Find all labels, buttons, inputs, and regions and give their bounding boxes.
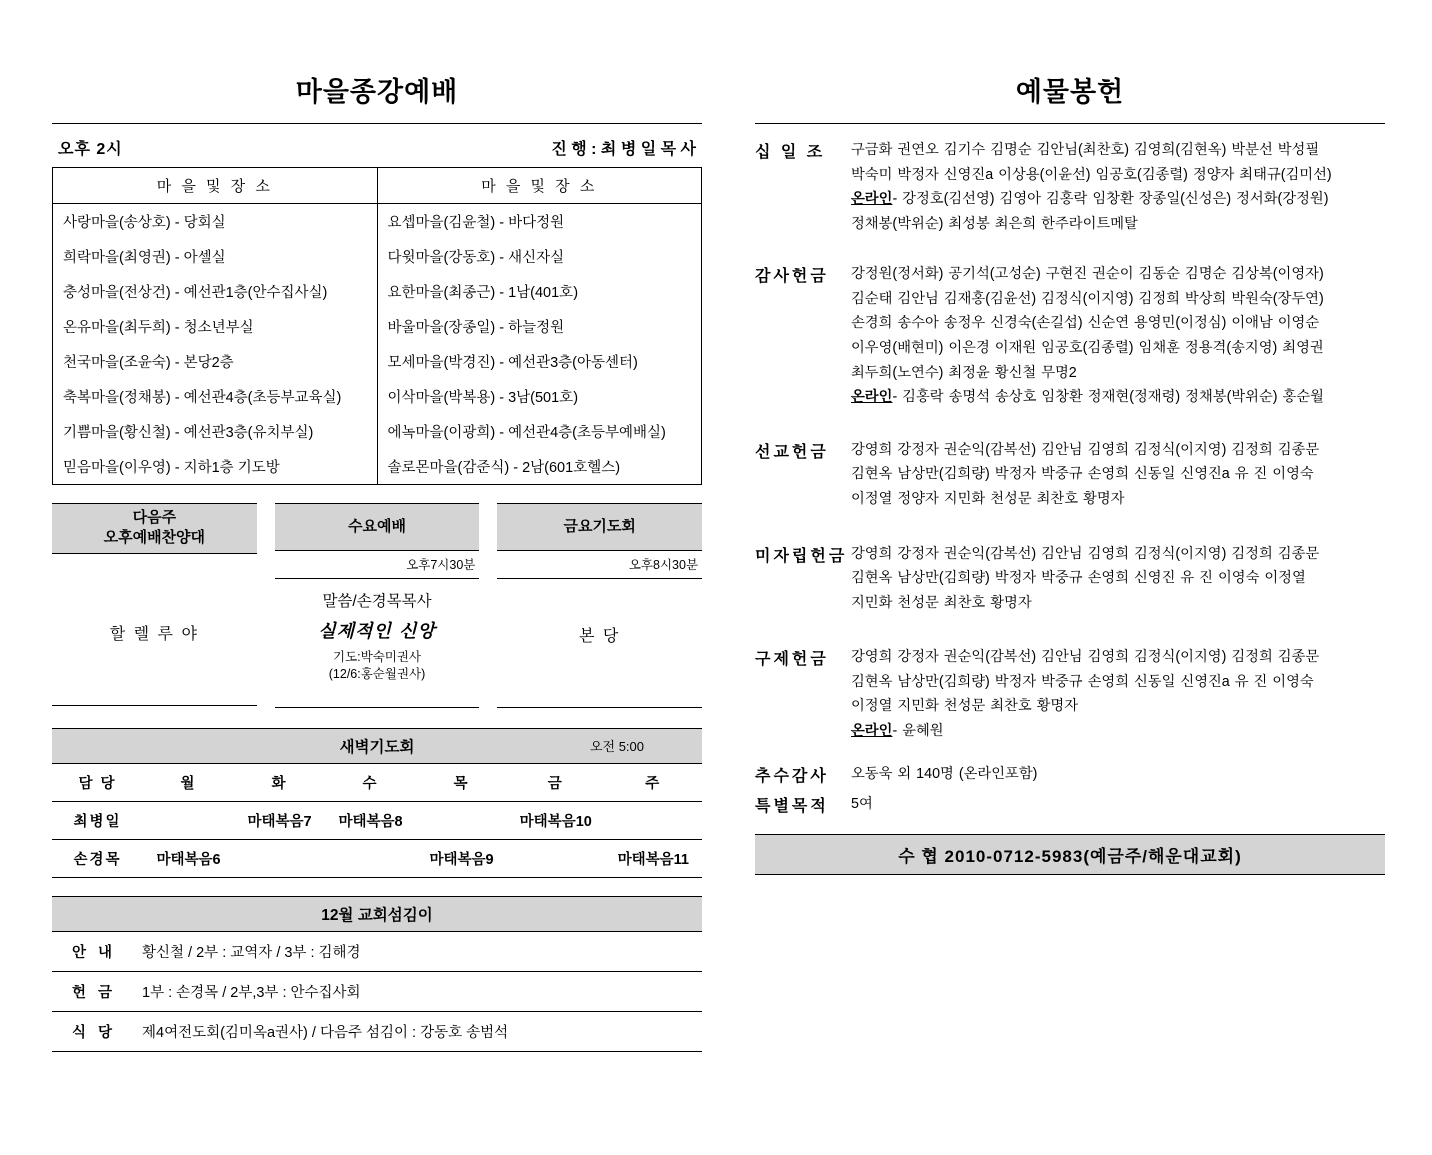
offering-names: [851, 438, 1385, 512]
offering-block-support: [755, 542, 1385, 616]
friday-location: 본 당: [579, 628, 621, 646]
december-value: 제4여전도회(김미옥a권사) / 다음주 섬김이 : 강동호 송범석: [136, 1012, 702, 1052]
online-names: - 강정호(김선영) 김영아 김홍락 임창환 장종일(신성은) 정서화(강정원): [892, 191, 1329, 208]
left-title: 마을종강예배: [295, 77, 459, 107]
dawn-cell: [605, 802, 703, 840]
village-cell: 이삭마을(박복용) - 3남(501호): [377, 379, 702, 414]
wednesday-sermon-title: 실제적인 신앙: [318, 621, 436, 643]
table-row: [53, 239, 702, 274]
offering-line: 이우영(배현미) 이은경 이재원 임공호(김종렬) 임채훈 정용격(송지영) 최영권: [851, 340, 1324, 357]
dawn-col-thu: 목: [416, 764, 507, 802]
village-cell: 사랑마을(송상호) - 당회실: [53, 204, 378, 240]
offering-block-thanksgiving: [755, 262, 1385, 409]
table-row: [53, 379, 702, 414]
dawn-col-sat: 주: [605, 764, 703, 802]
village-cell: 믿음마을(이우영) - 지하1층 기도방: [53, 449, 378, 485]
dawn-prayer-title: 새벽기도회: [339, 739, 415, 757]
table-row: [53, 414, 702, 449]
offering-block-relief: [755, 645, 1385, 743]
box-subtime: [52, 554, 257, 577]
table-row: [52, 972, 702, 1012]
village-cell: 다윗마을(강동호) - 새신자실: [377, 239, 702, 274]
offering-label: 미자립헌금: [755, 547, 848, 565]
offering-line: 강영희 강정자 권순익(감복선) 김안님 김영희 김정식(이지영) 김정희 김종문: [851, 441, 1320, 458]
right-title: 예물봉헌: [1015, 77, 1125, 107]
dawn-header-row: [52, 764, 702, 802]
offering-names: [851, 542, 1385, 616]
offering-label: 구제헌금: [755, 651, 829, 669]
wednesday-preacher: 말씀/손경목목사: [322, 593, 432, 611]
december-value: 1부 : 손경목 / 2부,3부 : 안수집사회: [136, 972, 702, 1012]
right-column: [755, 70, 1385, 875]
box-heading-line1: 다음주: [132, 509, 177, 526]
offering-line: 이정열 지민화 천성문 최찬호 황명자: [851, 698, 1079, 715]
dawn-prayer-heading: [52, 728, 702, 764]
harvest-row: [755, 762, 1385, 790]
special-label: 특별목적: [755, 797, 829, 815]
special-row: [755, 792, 1385, 820]
dawn-prayer-time: 오전 5:00: [589, 739, 644, 755]
village-table-header-row: [53, 168, 702, 204]
choir-name: 할 렐 루 야: [109, 625, 199, 643]
online-label: 온라인: [851, 722, 893, 739]
offering-line: 강정원(정서화) 공기석(고성순) 구현진 권순이 김동순 김명순 김상복(이영자): [851, 266, 1324, 283]
box-body: [52, 577, 257, 706]
service-boxes: [52, 503, 702, 708]
wednesday-prayer-line1: 기도:박숙미권사: [333, 650, 421, 665]
dawn-leader: 최병일: [52, 802, 143, 840]
box-heading: 금요기도회: [497, 503, 702, 551]
village-cell: 축복마을(정채봉) - 예선관4층(초등부교육실): [53, 379, 378, 414]
offering-names: [851, 645, 1385, 743]
table-row: [53, 204, 702, 240]
offering-line-online: [851, 719, 1385, 744]
offering-line: 김현옥 남상만(김희량) 박정자 박중규 손영희 신동일 신영진a 유 진 이영숙: [851, 673, 1314, 690]
box-body: [275, 579, 480, 708]
offering-line: 강영희 강정자 권순익(감복선) 김안님 김영희 김정식(이지영) 김정희 김종문: [851, 649, 1320, 666]
left-column: [52, 70, 702, 1052]
village-cell: 에녹마을(이광희) - 예선관4층(초등부예배실): [377, 414, 702, 449]
dawn-cell: 마태복음7: [234, 802, 325, 840]
dawn-cell: 마태복음8: [325, 802, 416, 840]
village-cell: 충성마을(전상건) - 예선관1층(안수집사실): [53, 274, 378, 309]
offering-line: 정채봉(박위순) 최성봉 최은희 한주라이트메탈: [851, 215, 1138, 232]
dawn-cell: 마태복음10: [507, 802, 605, 840]
dawn-cell: [507, 840, 605, 878]
dawn-prayer-section: [52, 728, 702, 878]
right-title-rule: [755, 123, 1385, 124]
offering-line: 박숙미 박정자 신영진a 이상용(이윤선) 임공호(김종렬) 정양자 최태규(김미선): [851, 166, 1332, 183]
village-cell: 천국마을(조윤숙) - 본당2층: [53, 344, 378, 379]
dawn-cell: [325, 840, 416, 878]
dawn-cell: [143, 802, 234, 840]
offering-line: 구금화 권연오 김기수 김명순 김안님(최찬호) 김영희(김현옥) 박분선 박성필: [851, 142, 1320, 158]
dawn-cell: [234, 840, 325, 878]
special-value: 5여: [851, 795, 873, 812]
wednesday-prayer-line2: (12/6:홍순월권사): [328, 666, 426, 681]
service-time: 오후 2시: [58, 141, 123, 158]
service-leader: 진 행 : 최 병 일 목 사: [551, 141, 696, 158]
box-next-week-choir: [52, 503, 257, 708]
offering-label: 십 일 조: [755, 144, 826, 161]
wednesday-prayer: [275, 649, 480, 682]
dawn-cell: [416, 802, 507, 840]
december-table: [52, 932, 702, 1052]
dawn-col-fri: 금: [507, 764, 605, 802]
online-names: - 김홍락 송명석 송상호 임창환 정재현(정재령) 정채봉(박위순) 홍순월: [892, 389, 1324, 406]
table-row: [52, 802, 702, 840]
offering-names: [851, 262, 1385, 409]
dawn-col-wed: 수: [325, 764, 416, 802]
village-cell: 바울마을(장종일) - 하늘정원: [377, 309, 702, 344]
december-heading: 12월 교회섬김이: [52, 896, 702, 932]
village-cell: 모세마을(박경진) - 예선관3층(아동센터): [377, 344, 702, 379]
bank-account-banner: 수 협 2010-0712-5983(예금주/해운대교회): [755, 834, 1385, 875]
box-heading-line2: 오후예배찬양대: [103, 529, 206, 547]
table-row: [52, 1012, 702, 1052]
table-row: [53, 309, 702, 344]
village-cell: 기쁨마을(황신철) - 예선관3층(유치부실): [53, 414, 378, 449]
offering-line: 김현옥 남상만(김희량) 박정자 박중규 손영희 신영진 유 진 이영숙 이정열: [851, 570, 1306, 587]
december-servers-section: [52, 896, 702, 1052]
table-row: [52, 840, 702, 878]
village-cell: 희락마을(최영권) - 아셀실: [53, 239, 378, 274]
offering-label: 선교헌금: [755, 443, 829, 461]
village-cell: 온유마을(최두희) - 청소년부실: [53, 309, 378, 344]
offering-line: 최두희(노연수) 최정윤 황신철 무명2: [851, 364, 1077, 381]
box-friday-prayer: [497, 503, 702, 708]
box-wednesday-service: [275, 503, 480, 708]
online-label: 온라인: [851, 191, 893, 208]
village-cell: 요셉마을(김윤철) - 바다정원: [377, 204, 702, 240]
offering-line: 지민화 천성문 최찬호 황명자: [851, 594, 1032, 611]
offering-line-online: [851, 187, 1385, 212]
dawn-cell: 마태복음9: [416, 840, 507, 878]
table-row: [52, 932, 702, 972]
dawn-prayer-table: [52, 764, 702, 878]
table-row: [53, 274, 702, 309]
december-value: 황신철 / 2부 : 교역자 / 3부 : 김해경: [136, 932, 702, 972]
harvest-value: 오동욱 외 140명 (온라인포함): [851, 765, 1038, 782]
box-subtime: 오후7시30분: [275, 551, 480, 579]
box-heading: [52, 503, 257, 554]
village-cell: 솔로몬마을(감준식) - 2남(601호헬스): [377, 449, 702, 485]
dawn-col-charge: 담 당: [52, 764, 143, 802]
village-table: [52, 167, 702, 485]
table-row: [53, 344, 702, 379]
left-title-rule: [52, 123, 702, 124]
december-label: 헌 금: [52, 972, 136, 1012]
offering-label: 감사헌금: [755, 268, 829, 286]
offering-block-tithe: [755, 138, 1385, 236]
table-row: [53, 449, 702, 485]
december-label: 안 내: [52, 932, 136, 972]
box-body: [497, 579, 702, 708]
december-label: 식 당: [52, 1012, 136, 1052]
box-heading: 수요예배: [275, 503, 480, 551]
dawn-cell: 마태복음11: [605, 840, 703, 878]
village-col-header-right: 마 을 및 장 소: [377, 168, 702, 204]
dawn-col-tue: 화: [234, 764, 325, 802]
offering-line: 김순태 김안님 김재홍(김윤선) 김정식(이지영) 김정희 박상희 박원숙(장두연): [851, 290, 1324, 307]
offering-line: 손경희 송수아 송정우 신경숙(손길섭) 신순연 용영민(이정심) 이애남 이영순: [851, 315, 1320, 332]
online-label: 온라인: [851, 389, 893, 406]
offering-line: 강영희 강정자 권순익(감복선) 김안님 김영희 김정식(이지영) 김정희 김종문: [851, 545, 1320, 562]
offering-names: [851, 138, 1385, 236]
offering-line-online: [851, 385, 1385, 410]
harvest-label: 추수감사: [755, 767, 829, 785]
online-names: - 윤혜원: [892, 722, 944, 739]
dawn-col-mon: 월: [143, 764, 234, 802]
village-col-header-left: 마 을 및 장 소: [53, 168, 378, 204]
dawn-leader: 손경목: [52, 840, 143, 878]
offering-block-mission: [755, 438, 1385, 512]
box-subtime: 오후8시30분: [497, 551, 702, 579]
village-cell: 요한마을(최종근) - 1남(401호): [377, 274, 702, 309]
offering-line: 이정열 정양자 지민화 천성문 최찬호 황명자: [851, 490, 1125, 507]
service-header: [52, 136, 702, 167]
dawn-cell: 마태복음6: [143, 840, 234, 878]
offering-line: 김현옥 남상만(김희량) 박정자 박중규 손영희 신동일 신영진a 유 진 이영숙: [851, 466, 1314, 483]
